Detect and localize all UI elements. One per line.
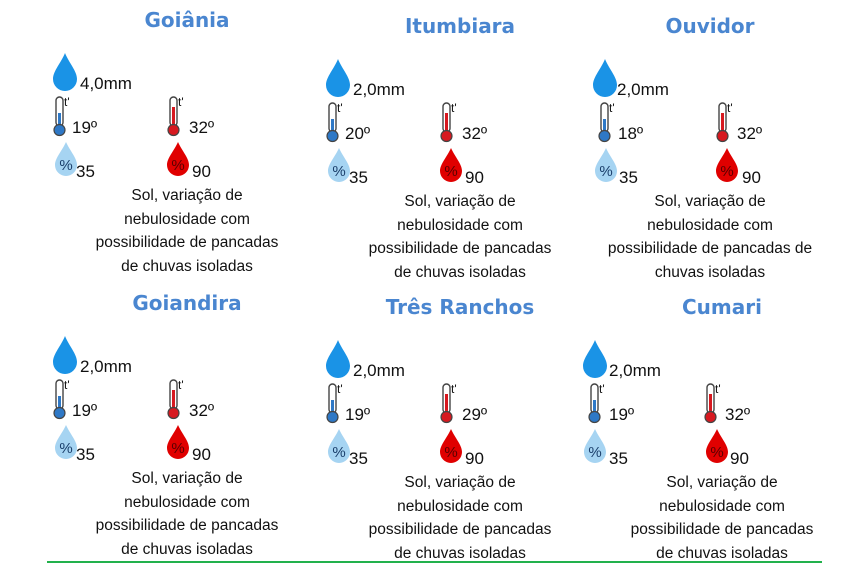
city-name: Três Ranchos xyxy=(385,295,535,319)
svg-text:%: % xyxy=(710,444,724,461)
forecast-line: de chuvas isoladas xyxy=(656,544,788,562)
rain-value: 2,0mm xyxy=(80,357,132,376)
svg-text:%: % xyxy=(444,444,458,461)
forecast-line: nebulosidade com xyxy=(124,210,250,228)
temp-max-value: 32º xyxy=(189,118,215,137)
forecast-line: Sol, variação de xyxy=(654,193,766,210)
forecast-line: possibilidade de pancadas xyxy=(368,521,552,538)
forecast-line: possibilidade de pancadas xyxy=(95,517,279,534)
forecast-text xyxy=(52,184,322,278)
temp-min-value: 19º xyxy=(72,118,98,137)
forecast-line: possibilidade de pancadas xyxy=(630,521,814,538)
forecast-line: possibilidade de pancadas de xyxy=(607,240,813,257)
forecast-text xyxy=(587,471,843,565)
svg-text:%: % xyxy=(332,163,346,180)
thermometer-hot-icon xyxy=(439,382,461,424)
svg-text:t': t' xyxy=(178,378,184,392)
svg-text:%: % xyxy=(171,157,185,174)
humidity-min-value: 35 xyxy=(619,168,638,187)
raindrop-icon xyxy=(52,335,78,375)
temp-max-value: 32º xyxy=(737,124,763,143)
svg-text:%: % xyxy=(59,440,73,457)
city-name: Cumari xyxy=(682,295,762,319)
city-card-itumbiara xyxy=(325,14,595,284)
humidity-max-value: 90 xyxy=(730,449,749,468)
thermometer-cold-icon xyxy=(325,101,347,143)
city-card-tres-ranchos xyxy=(325,295,595,565)
humidity-high-icon xyxy=(715,147,739,183)
humidity-low-icon xyxy=(54,141,78,177)
svg-text:%: % xyxy=(444,163,458,180)
humidity-high-icon xyxy=(166,141,190,177)
forecast-line: Sol, variação de xyxy=(666,474,778,491)
humidity-min-value: 35 xyxy=(609,449,628,468)
humidity-min-value: 35 xyxy=(349,168,368,187)
svg-text:t': t' xyxy=(451,101,457,115)
humidity-max-value: 90 xyxy=(192,162,211,181)
raindrop-icon xyxy=(325,339,351,379)
temp-max-value: 32º xyxy=(189,401,215,420)
svg-text:%: % xyxy=(59,157,73,174)
humidity-high-icon xyxy=(166,424,190,460)
thermometer-cold-icon xyxy=(597,101,619,143)
svg-text:t': t' xyxy=(64,95,70,109)
city-name: Goiandira xyxy=(132,291,242,315)
thermometer-hot-icon xyxy=(166,378,188,420)
svg-text:%: % xyxy=(171,440,185,457)
thermometer-hot-icon xyxy=(166,95,188,137)
humidity-low-icon xyxy=(54,424,78,460)
raindrop-icon xyxy=(592,58,618,98)
humidity-low-icon xyxy=(327,428,351,464)
thermometer-cold-icon xyxy=(325,382,347,424)
humidity-high-icon xyxy=(705,428,729,464)
forecast-line: possibilidade de pancadas xyxy=(95,234,279,251)
forecast-line: nebulosidade com xyxy=(659,497,785,515)
forecast-line: Sol, variação de xyxy=(131,187,243,204)
city-name: Itumbiara xyxy=(404,14,516,38)
forecast-text xyxy=(325,471,595,565)
humidity-low-icon xyxy=(583,428,607,464)
svg-text:t': t' xyxy=(178,95,184,109)
forecast-line: nebulosidade com xyxy=(647,216,773,234)
svg-text:t': t' xyxy=(599,382,605,396)
svg-text:t': t' xyxy=(337,382,343,396)
humidity-low-icon xyxy=(594,147,618,183)
city-card-cumari xyxy=(575,295,843,565)
temp-max-value: 29º xyxy=(462,405,488,424)
raindrop-icon xyxy=(582,339,608,379)
forecast-line: nebulosidade com xyxy=(397,497,523,515)
humidity-min-value: 35 xyxy=(76,445,95,464)
city-name: Goiânia xyxy=(144,8,230,32)
temp-min-value: 18º xyxy=(618,124,644,143)
svg-text:t': t' xyxy=(337,101,343,115)
rain-value: 2,0mm xyxy=(353,361,405,380)
forecast-line: de chuvas isoladas xyxy=(121,540,253,558)
forecast-line: de chuvas isoladas xyxy=(121,257,253,275)
temp-max-value: 32º xyxy=(462,124,488,143)
city-card-goiandira xyxy=(52,291,322,561)
thermometer-cold-icon xyxy=(52,378,74,420)
svg-text:t': t' xyxy=(727,101,733,115)
bottom-divider xyxy=(47,561,822,563)
rain-value: 2,0mm xyxy=(609,361,661,380)
humidity-min-value: 35 xyxy=(76,162,95,181)
rain-value: 2,0mm xyxy=(353,80,405,99)
forecast-line: possibilidade de pancadas xyxy=(368,240,552,257)
forecast-line: Sol, variação de xyxy=(404,193,516,210)
svg-text:t': t' xyxy=(64,378,70,392)
forecast-line: Sol, variação de xyxy=(404,474,516,491)
thermometer-hot-icon xyxy=(703,382,725,424)
temp-min-value: 20º xyxy=(345,124,371,143)
temp-max-value: 32º xyxy=(725,405,751,424)
thermometer-hot-icon xyxy=(715,101,737,143)
temp-min-value: 19º xyxy=(609,405,635,424)
thermometer-cold-icon xyxy=(587,382,609,424)
svg-text:%: % xyxy=(588,444,602,461)
city-card-ouvidor xyxy=(575,14,843,284)
thermometer-hot-icon xyxy=(439,101,461,143)
forecast-line: nebulosidade com xyxy=(397,216,523,234)
city-name: Ouvidor xyxy=(665,14,755,38)
svg-text:%: % xyxy=(720,163,734,180)
raindrop-icon xyxy=(52,52,78,92)
svg-text:t': t' xyxy=(715,382,721,396)
temp-min-value: 19º xyxy=(345,405,371,424)
forecast-line: de chuvas isoladas xyxy=(394,544,526,562)
humidity-low-icon xyxy=(327,147,351,183)
raindrop-icon xyxy=(325,58,351,98)
city-card-goiania xyxy=(52,8,322,278)
svg-text:t': t' xyxy=(609,101,615,115)
rain-value: 2,0mm xyxy=(617,80,669,99)
forecast-line: chuvas isoladas xyxy=(654,263,766,281)
thermometer-cold-icon xyxy=(52,95,74,137)
forecast-text xyxy=(325,190,595,284)
forecast-line: nebulosidade com xyxy=(124,493,250,511)
rain-value: 4,0mm xyxy=(80,74,132,93)
forecast-line: Sol, variação de xyxy=(131,470,243,487)
forecast-text xyxy=(52,467,322,561)
forecast-text xyxy=(575,190,843,284)
forecast-line: de chuvas isoladas xyxy=(394,263,526,281)
humidity-high-icon xyxy=(439,428,463,464)
humidity-max-value: 90 xyxy=(192,445,211,464)
humidity-max-value: 90 xyxy=(465,168,484,187)
humidity-max-value: 90 xyxy=(465,449,484,468)
humidity-high-icon xyxy=(439,147,463,183)
svg-text:%: % xyxy=(599,163,613,180)
svg-text:%: % xyxy=(332,444,346,461)
svg-text:t': t' xyxy=(451,382,457,396)
humidity-max-value: 90 xyxy=(742,168,761,187)
humidity-min-value: 35 xyxy=(349,449,368,468)
temp-min-value: 19º xyxy=(72,401,98,420)
